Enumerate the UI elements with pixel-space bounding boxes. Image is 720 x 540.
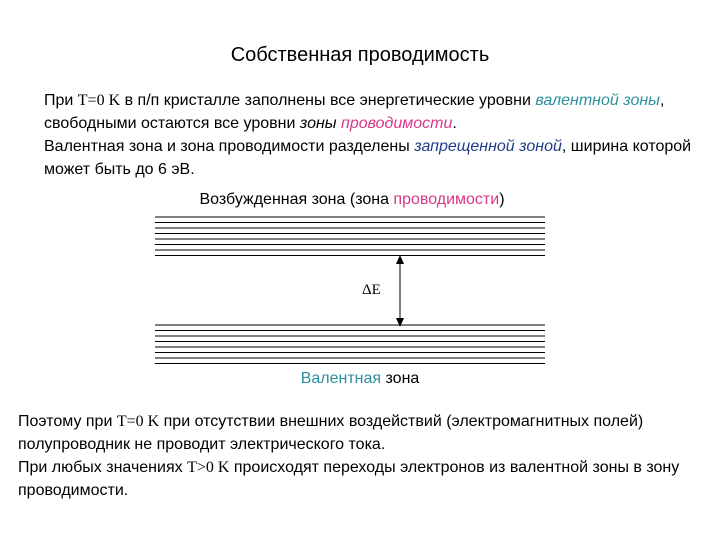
conduction-term: проводимости <box>341 115 453 132</box>
energy-gap-arrow <box>396 255 404 327</box>
temperature-value: T=0 K <box>77 92 121 109</box>
conclusion-paragraph-1: Поэтому при T=0 K при отсутствии внешних воздействий (электромагнитных полей) полупроводник не проводит электрического тока. <box>18 413 644 453</box>
valence-band-lines <box>155 325 545 364</box>
conduction-band-lines <box>155 217 545 256</box>
conclusion-paragraph-2: При любых значениях T>0 K происходят переходы электронов из валентной зоны в зону проводимости. <box>18 459 680 499</box>
intro-paragraph-2: Валентная зона и зона проводимости разделены запрещенной зоной, ширина которой может быть до 6 эВ. <box>44 138 692 178</box>
conduction-band-label: Возбужденная зона (зона проводимости) <box>199 191 505 208</box>
valence-zone-term: валентной зоны <box>535 92 660 109</box>
energy-gap-label: ΔE <box>362 282 381 298</box>
intro-paragraph-1: При T=0 K в п/п кристалле заполнены все энергетические уровни валентной зоны, свободными остаются все уровни зоны проводимости. <box>44 92 665 132</box>
valence-band-label: Валентная зона <box>300 370 420 387</box>
forbidden-zone-term: запрещенной зоной <box>414 138 562 155</box>
slide-title: Собственная проводимость <box>230 44 490 66</box>
conclusion-text <box>18 410 708 502</box>
